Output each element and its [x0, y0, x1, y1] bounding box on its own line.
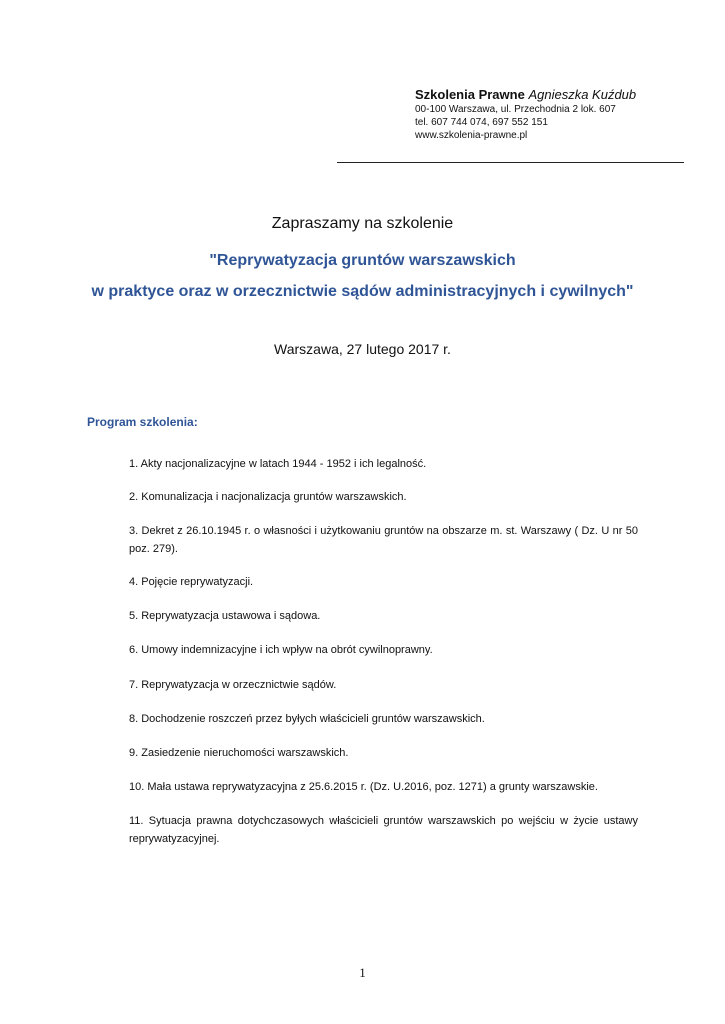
- company-name: [415, 86, 705, 103]
- invitation-intro: Zapraszamy na szkolenie: [271, 215, 454, 232]
- letterhead-divider: [337, 162, 684, 163]
- program-item: 7. Reprywatyzacja w orzecznictwie sądów.: [129, 679, 337, 691]
- company-phone: tel. 607 744 074, 697 552 151: [415, 117, 548, 128]
- program-heading: Program szkolenia:: [87, 415, 198, 429]
- program-item: 3. Dekret z 26.10.1945 r. o własności i użytkowaniu gruntów na obszarze m. st. Warszawy ( Dz. U nr 50 poz. 279).: [129, 525, 638, 555]
- company-name-italic: Agnieszka Kuźdub: [528, 87, 637, 102]
- training-title-line-1: "Reprywatyzacja gruntów warszawskich: [209, 252, 516, 269]
- program-item: 6. Umowy indemnizacyjne i ich wpływ na obrót cywilnoprawny.: [129, 644, 433, 656]
- page-number: 1: [359, 965, 366, 980]
- program-item: 11. Sytuacja prawna dotychczasowych właścicieli gruntów warszawskich po wejściu w życie ustawy reprywatyzacyjnej.: [129, 815, 638, 845]
- company-name-bold: Szkolenia Prawne: [415, 87, 525, 102]
- company-website: www.szkolenia-prawne.pl: [415, 130, 528, 141]
- program-item: 5. Reprywatyzacja ustawowa i sądowa.: [129, 610, 321, 622]
- program-item: 1. Akty nacjonalizacyjne w latach 1944 - 1952 i ich legalność.: [129, 458, 427, 470]
- place-date: Warszawa, 27 lutego 2017 r.: [274, 341, 451, 357]
- training-title-line-2: w praktyce oraz w orzecznictwie sądów administracyjnych i cywilnych": [91, 283, 634, 300]
- program-item: 10. Mała ustawa reprywatyzacyjna z 25.6.2015 r. (Dz. U.2016, poz. 1271) a grunty warszawskie.: [129, 781, 598, 793]
- letterhead: [415, 86, 705, 142]
- program-item: 4. Pojęcie reprywatyzacji.: [129, 576, 254, 588]
- company-address: 00-100 Warszawa, ul. Przechodnia 2 lok. 607: [415, 104, 616, 115]
- program-item: 9. Zasiedzenie nieruchomości warszawskich.: [129, 747, 349, 759]
- program-item: 2. Komunalizacja i nacjonalizacja gruntów warszawskich.: [129, 491, 407, 503]
- program-item: 8. Dochodzenie roszczeń przez byłych właścicieli gruntów warszawskich.: [129, 713, 485, 725]
